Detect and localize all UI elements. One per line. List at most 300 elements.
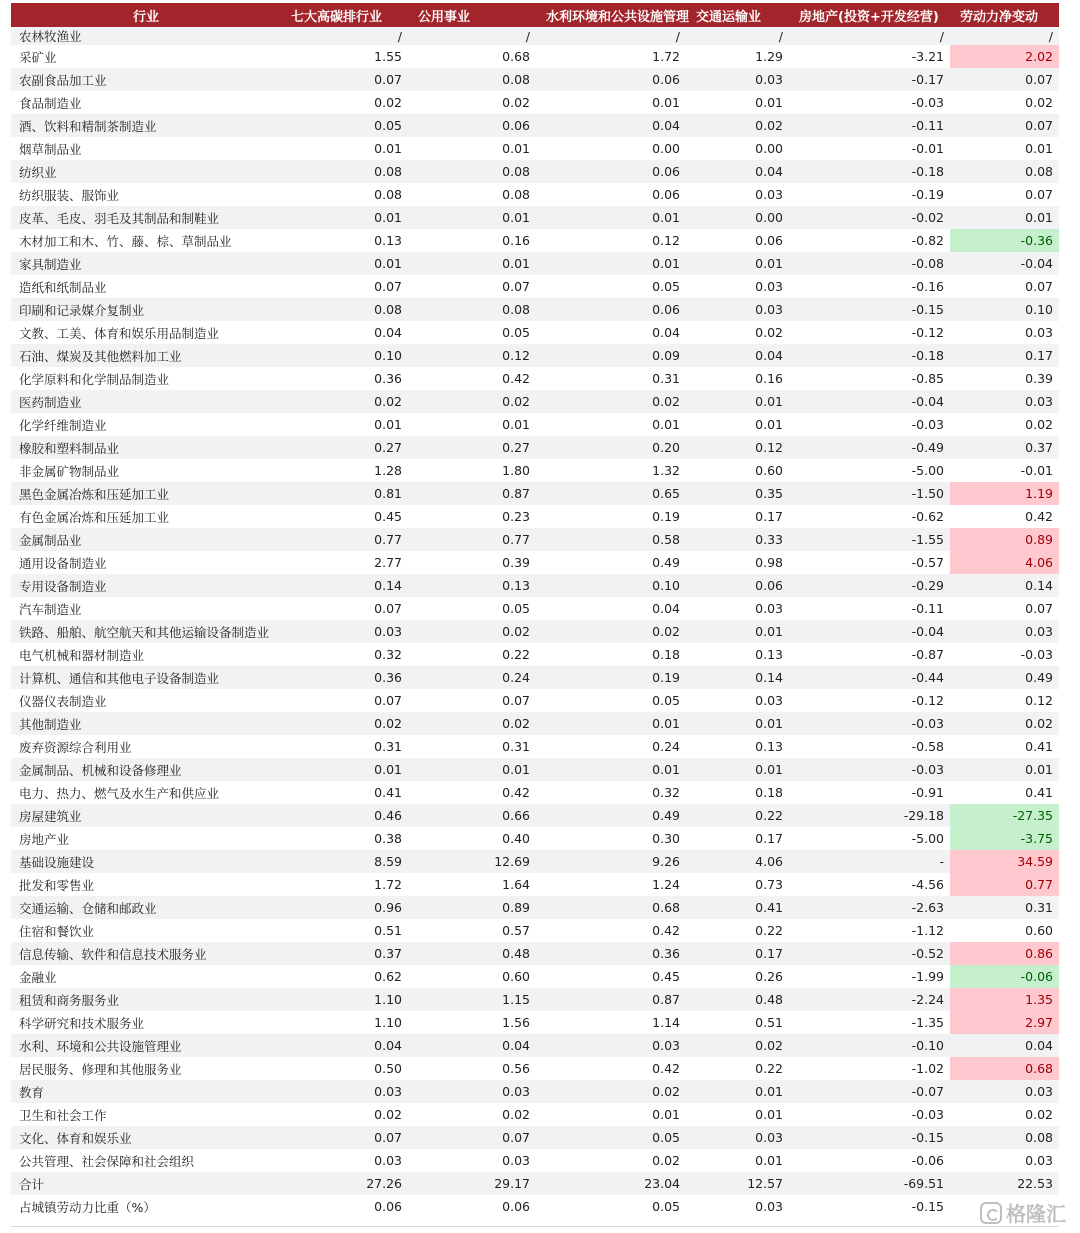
value-cell: -0.07 bbox=[789, 1080, 950, 1103]
value-cell: 29.17 bbox=[408, 1172, 536, 1195]
table-row bbox=[11, 505, 1059, 528]
value-cell: -0.57 bbox=[911, 555, 944, 570]
value-cell: -0.04 bbox=[789, 390, 950, 413]
value-cell: 0.01 bbox=[755, 417, 783, 432]
value-cell: 0.04 bbox=[950, 1034, 1059, 1057]
value-cell: 0.51 bbox=[374, 923, 402, 938]
value-cell: -0.03 bbox=[911, 417, 944, 432]
industry-name-cell: 金融业 bbox=[19, 969, 57, 985]
value-cell: 0.31 bbox=[652, 371, 680, 386]
value-cell: / bbox=[789, 27, 950, 45]
value-cell: -0.02 bbox=[789, 206, 950, 229]
value-cell: 2.77 bbox=[374, 555, 402, 570]
value-cell: 0.38 bbox=[374, 831, 402, 846]
value-cell: -0.18 bbox=[789, 160, 950, 183]
value-cell: -1.99 bbox=[911, 969, 944, 984]
table-row bbox=[11, 942, 1059, 965]
value-cell: 0.31 bbox=[950, 896, 1059, 919]
industry-name-cell: 卫生和社会工作 bbox=[19, 1107, 107, 1123]
value-cell: -0.62 bbox=[911, 509, 944, 524]
table-row bbox=[11, 436, 1059, 459]
table-row bbox=[11, 45, 1059, 68]
value-cell: 0.01 bbox=[536, 758, 686, 781]
value-cell: 0.06 bbox=[686, 574, 789, 597]
value-cell: -0.19 bbox=[911, 187, 944, 202]
value-cell: 0.04 bbox=[374, 325, 402, 340]
table-body bbox=[11, 27, 1059, 1218]
value-cell: 0.08 bbox=[281, 160, 408, 183]
value-cell: 0.01 bbox=[281, 758, 408, 781]
table-row bbox=[11, 1172, 1059, 1195]
industry-name-cell: 交通运输、仓储和邮政业 bbox=[11, 896, 281, 919]
value-cell: 0.14 bbox=[686, 666, 789, 689]
industry-name-cell: 计算机、通信和其他电子设备制造业 bbox=[11, 666, 281, 689]
value-cell: -4.56 bbox=[911, 877, 944, 892]
value-cell: -0.03 bbox=[1020, 647, 1053, 662]
value-cell: 0.20 bbox=[536, 436, 686, 459]
value-cell: -0.36 bbox=[950, 229, 1059, 252]
value-cell: / bbox=[950, 27, 1059, 45]
value-cell: 0.08 bbox=[950, 160, 1059, 183]
industry-name-cell: 木材加工和木、竹、藤、棕、草制品业 bbox=[19, 233, 232, 249]
value-cell: 0.08 bbox=[281, 298, 408, 321]
value-cell: 0.46 bbox=[281, 804, 408, 827]
value-cell: -0.16 bbox=[911, 279, 944, 294]
value-cell: 0.03 bbox=[950, 1080, 1059, 1103]
industry-name-cell: 造纸和纸制品业 bbox=[19, 279, 107, 295]
value-cell: 0.60 bbox=[1025, 923, 1053, 938]
industry-name-cell: 信息传输、软件和信息技术服务业 bbox=[11, 942, 281, 965]
table-row bbox=[11, 620, 1059, 643]
value-cell: 0.08 bbox=[502, 187, 530, 202]
value-cell: 0.68 bbox=[950, 1057, 1059, 1080]
value-cell: -0.12 bbox=[911, 693, 944, 708]
column-header: 公用事业 bbox=[408, 3, 536, 27]
value-cell: 0.01 bbox=[374, 417, 402, 432]
value-cell: 0.00 bbox=[652, 141, 680, 156]
column-header: 水利环境和公共设施管理 bbox=[536, 3, 686, 27]
value-cell: 0.45 bbox=[374, 509, 402, 524]
column-header: 劳动力净变动 bbox=[950, 3, 1059, 27]
industry-name-cell: 石油、煤炭及其他燃料加工业 bbox=[11, 344, 281, 367]
value-cell: 0.06 bbox=[502, 1199, 530, 1214]
value-cell: / bbox=[281, 27, 408, 45]
value-cell: 0.86 bbox=[950, 942, 1059, 965]
value-cell: 0.03 bbox=[502, 1153, 530, 1168]
value-cell: 0.03 bbox=[686, 68, 789, 91]
industry-name-cell: 占城镇劳动力比重（%） bbox=[19, 1199, 156, 1215]
value-cell: 0.87 bbox=[536, 988, 686, 1011]
value-cell: 1.72 bbox=[374, 877, 402, 892]
value-cell: 22.53 bbox=[950, 1172, 1059, 1195]
value-cell: 0.03 bbox=[536, 1034, 686, 1057]
value-cell: 0.48 bbox=[686, 988, 789, 1011]
value-cell: 0.03 bbox=[755, 601, 783, 616]
value-cell: 0.02 bbox=[652, 1153, 680, 1168]
value-cell: 0.04 bbox=[652, 325, 680, 340]
value-cell: -2.24 bbox=[789, 988, 950, 1011]
value-cell: 0.05 bbox=[652, 279, 680, 294]
value-cell: 0.51 bbox=[755, 1015, 783, 1030]
value-cell: -1.35 bbox=[911, 1015, 944, 1030]
table-row bbox=[11, 873, 1059, 896]
value-cell: 0.01 bbox=[502, 141, 530, 156]
value-cell: 0.01 bbox=[1025, 141, 1053, 156]
value-cell: 0.41 bbox=[686, 896, 789, 919]
value-cell: 0.26 bbox=[755, 969, 783, 984]
value-cell: 0.12 bbox=[408, 344, 536, 367]
value-cell: 0.04 bbox=[281, 1034, 408, 1057]
value-cell: -0.03 bbox=[789, 758, 950, 781]
value-cell: 0.01 bbox=[686, 1080, 789, 1103]
value-cell: 0.60 bbox=[502, 969, 530, 984]
value-cell: 0.02 bbox=[1025, 1107, 1053, 1122]
table-row bbox=[11, 1080, 1059, 1103]
value-cell: 0.18 bbox=[755, 785, 783, 800]
value-cell: -0.91 bbox=[911, 785, 944, 800]
value-cell: -0.44 bbox=[789, 666, 950, 689]
value-cell: 1.10 bbox=[281, 988, 408, 1011]
industry-name-cell: 皮革、毛皮、羽毛及其制品和制鞋业 bbox=[11, 206, 281, 229]
value-cell: 1.28 bbox=[374, 463, 402, 478]
value-cell: 27.26 bbox=[281, 1172, 408, 1195]
table-row bbox=[11, 666, 1059, 689]
value-cell: 0.77 bbox=[281, 528, 408, 551]
industry-name-cell: 文化、体育和娱乐业 bbox=[11, 1126, 281, 1149]
value-cell: 0.07 bbox=[374, 601, 402, 616]
value-cell: 0.07 bbox=[502, 693, 530, 708]
value-cell: 0.02 bbox=[374, 95, 402, 110]
value-cell: 0.17 bbox=[686, 942, 789, 965]
value-cell: -0.15 bbox=[911, 1199, 944, 1214]
industry-name-cell: 医药制造业 bbox=[11, 390, 281, 413]
value-cell: -0.01 bbox=[911, 141, 944, 156]
table-row bbox=[11, 804, 1059, 827]
value-cell: 0.24 bbox=[652, 739, 680, 754]
table-row bbox=[11, 551, 1059, 574]
industry-name-cell: 金属制品、机械和设备修理业 bbox=[11, 758, 281, 781]
value-cell: 0.57 bbox=[502, 923, 530, 938]
table-row bbox=[11, 1057, 1059, 1080]
industry-name-cell: 其他制造业 bbox=[11, 712, 281, 735]
table-row bbox=[11, 298, 1059, 321]
value-cell: - bbox=[789, 850, 950, 873]
industry-name-cell: 教育 bbox=[11, 1080, 281, 1103]
value-cell: 0.01 bbox=[652, 1107, 680, 1122]
value-cell: -2.63 bbox=[789, 896, 950, 919]
value-cell: 8.59 bbox=[281, 850, 408, 873]
value-cell: 0.01 bbox=[686, 712, 789, 735]
table-row bbox=[11, 367, 1059, 390]
value-cell: 0.04 bbox=[686, 160, 789, 183]
value-cell: 0.19 bbox=[536, 666, 686, 689]
value-cell: / bbox=[536, 27, 686, 45]
value-cell: 1.32 bbox=[652, 463, 680, 478]
value-cell: -0.29 bbox=[789, 574, 950, 597]
industry-name-cell: 印刷和记录媒介复制业 bbox=[11, 298, 281, 321]
value-cell: 4.06 bbox=[686, 850, 789, 873]
industry-name-cell: 房地产业 bbox=[19, 831, 70, 847]
value-cell: 0.03 bbox=[281, 1080, 408, 1103]
value-cell: 0.13 bbox=[755, 647, 783, 662]
value-cell: 0.66 bbox=[408, 804, 536, 827]
value-cell: 0.39 bbox=[502, 555, 530, 570]
industry-name-cell: 黑色金属冶炼和压延加工业 bbox=[11, 482, 281, 505]
industry-name-cell: 化学原料和化学制品制造业 bbox=[19, 371, 170, 387]
value-cell: 1.10 bbox=[374, 1015, 402, 1030]
value-cell: -0.49 bbox=[789, 436, 950, 459]
value-cell: 0.05 bbox=[281, 114, 408, 137]
value-cell: -5.00 bbox=[911, 463, 944, 478]
value-cell: 0.02 bbox=[686, 114, 789, 137]
value-cell: 0.06 bbox=[536, 160, 686, 183]
table-row bbox=[11, 1034, 1059, 1057]
table-row bbox=[11, 643, 1059, 666]
value-cell: 0.10 bbox=[950, 298, 1059, 321]
value-cell: -3.21 bbox=[911, 49, 944, 64]
value-cell: 0.73 bbox=[755, 877, 783, 892]
table-row bbox=[11, 321, 1059, 344]
value-cell: 0.02 bbox=[502, 1107, 530, 1122]
value-cell: 0.77 bbox=[408, 528, 536, 551]
table-row bbox=[11, 229, 1059, 252]
value-cell: 0.04 bbox=[686, 344, 789, 367]
value-cell: 0.01 bbox=[755, 95, 783, 110]
table-row bbox=[11, 252, 1059, 275]
value-cell: 0.01 bbox=[536, 206, 686, 229]
value-cell: 0.03 bbox=[1025, 1153, 1053, 1168]
value-cell: 0.48 bbox=[408, 942, 536, 965]
value-cell: 0.01 bbox=[686, 390, 789, 413]
value-cell: 12.69 bbox=[408, 850, 536, 873]
value-cell: 0.03 bbox=[755, 1199, 783, 1214]
value-cell: 0.03 bbox=[374, 1153, 402, 1168]
value-cell: 0.65 bbox=[536, 482, 686, 505]
column-header: 交通运输业 bbox=[686, 3, 789, 27]
value-cell: -0.06 bbox=[911, 1153, 944, 1168]
value-cell: 0.27 bbox=[281, 436, 408, 459]
value-cell: 0.08 bbox=[408, 68, 536, 91]
value-cell: 0.01 bbox=[536, 252, 686, 275]
value-cell: -0.85 bbox=[911, 371, 944, 386]
value-cell: 0.00 bbox=[686, 206, 789, 229]
value-cell: 0.05 bbox=[502, 325, 530, 340]
table-row bbox=[11, 1195, 1059, 1218]
value-cell: 0.27 bbox=[408, 436, 536, 459]
value-cell: 0.02 bbox=[374, 1107, 402, 1122]
value-cell: 0.04 bbox=[536, 114, 686, 137]
value-cell: 1.64 bbox=[502, 877, 530, 892]
industry-name-cell: 采矿业 bbox=[19, 49, 57, 65]
value-cell: 1.14 bbox=[652, 1015, 680, 1030]
table-row bbox=[11, 459, 1059, 482]
industry-name-cell: 纺织服装、服饰业 bbox=[19, 187, 120, 203]
value-cell: 0.32 bbox=[652, 785, 680, 800]
value-cell: 0.01 bbox=[686, 758, 789, 781]
value-cell: 0.16 bbox=[502, 233, 530, 248]
table-row bbox=[11, 597, 1059, 620]
value-cell: 0.01 bbox=[281, 206, 408, 229]
value-cell: 0.03 bbox=[408, 1080, 536, 1103]
value-cell: 0.08 bbox=[950, 1126, 1059, 1149]
value-cell: / bbox=[408, 27, 536, 45]
table-row bbox=[11, 91, 1059, 114]
industry-name-cell: 电力、热力、燃气及水生产和供应业 bbox=[19, 785, 220, 801]
value-cell: 0.02 bbox=[755, 325, 783, 340]
value-cell: 0.02 bbox=[281, 712, 408, 735]
column-header: 行业 bbox=[11, 3, 281, 27]
table-row bbox=[11, 896, 1059, 919]
value-cell: -0.03 bbox=[911, 95, 944, 110]
value-cell: -0.04 bbox=[950, 252, 1059, 275]
industry-name-cell: 通用设备制造业 bbox=[19, 555, 107, 571]
value-cell: 0.49 bbox=[950, 666, 1059, 689]
industry-name-cell: 酒、饮料和精制茶制造业 bbox=[11, 114, 281, 137]
value-cell: 0.07 bbox=[374, 693, 402, 708]
value-cell: 0.07 bbox=[950, 114, 1059, 137]
value-cell: 0.03 bbox=[755, 279, 783, 294]
value-cell: 0.16 bbox=[755, 371, 783, 386]
table-row bbox=[11, 275, 1059, 298]
value-cell: 0.18 bbox=[652, 647, 680, 662]
value-cell: 0.01 bbox=[408, 252, 536, 275]
value-cell: 0.10 bbox=[536, 574, 686, 597]
table-row bbox=[11, 528, 1059, 551]
value-cell: 0.13 bbox=[408, 574, 536, 597]
table-row bbox=[11, 988, 1059, 1011]
value-cell: 0.05 bbox=[652, 693, 680, 708]
value-cell: 0.68 bbox=[502, 49, 530, 64]
value-cell: 0.01 bbox=[281, 252, 408, 275]
value-cell: 0.02 bbox=[950, 712, 1059, 735]
value-cell: 0.08 bbox=[408, 160, 536, 183]
table-row bbox=[11, 1011, 1059, 1034]
industry-name-cell: 公共管理、社会保障和社会组织 bbox=[19, 1153, 195, 1169]
value-cell: 0.45 bbox=[652, 969, 680, 984]
value-cell: 9.26 bbox=[536, 850, 686, 873]
value-cell: 0.06 bbox=[536, 68, 686, 91]
value-cell: 0.41 bbox=[1025, 785, 1053, 800]
table-row bbox=[11, 735, 1059, 758]
industry-name-cell: 仪器仪表制造业 bbox=[19, 693, 107, 709]
value-cell: 1.29 bbox=[755, 49, 783, 64]
value-cell: 1.56 bbox=[502, 1015, 530, 1030]
value-cell: 0.96 bbox=[281, 896, 408, 919]
value-cell: 0.09 bbox=[536, 344, 686, 367]
table-row bbox=[11, 689, 1059, 712]
value-cell: -1.02 bbox=[911, 1061, 944, 1076]
value-cell: -29.18 bbox=[789, 804, 950, 827]
table-row bbox=[11, 160, 1059, 183]
value-cell: 0.01 bbox=[950, 206, 1059, 229]
value-cell: 34.59 bbox=[950, 850, 1059, 873]
value-cell: 1.72 bbox=[652, 49, 680, 64]
industry-name-cell: 租赁和商务服务业 bbox=[11, 988, 281, 1011]
value-cell: -0.82 bbox=[911, 233, 944, 248]
value-cell: -0.52 bbox=[789, 942, 950, 965]
value-cell: 0.49 bbox=[652, 555, 680, 570]
value-cell: 0.37 bbox=[281, 942, 408, 965]
table-row bbox=[11, 344, 1059, 367]
value-cell: 0.01 bbox=[652, 95, 680, 110]
table-row bbox=[11, 114, 1059, 137]
value-cell: -0.06 bbox=[950, 965, 1059, 988]
value-cell: 0.36 bbox=[536, 942, 686, 965]
industry-name-cell: 纺织业 bbox=[11, 160, 281, 183]
value-cell: 2.02 bbox=[950, 45, 1059, 68]
value-cell: -0.10 bbox=[789, 1034, 950, 1057]
table-row bbox=[11, 206, 1059, 229]
value-cell: 0.22 bbox=[502, 647, 530, 662]
value-cell: -0.11 bbox=[911, 601, 944, 616]
value-cell: 0.12 bbox=[1025, 693, 1053, 708]
value-cell: 0.07 bbox=[502, 279, 530, 294]
value-cell: 0.01 bbox=[536, 712, 686, 735]
watermark bbox=[980, 1198, 1066, 1227]
value-cell: 0.01 bbox=[408, 758, 536, 781]
value-cell: 0.00 bbox=[755, 141, 783, 156]
column-header: 房地产(投资+开发经营) bbox=[789, 3, 950, 27]
table-row bbox=[11, 827, 1059, 850]
value-cell: 0.42 bbox=[652, 1061, 680, 1076]
value-cell: 0.56 bbox=[502, 1061, 530, 1076]
value-cell: 0.01 bbox=[686, 620, 789, 643]
industry-name-cell: 汽车制造业 bbox=[19, 601, 82, 617]
value-cell: 0.01 bbox=[374, 141, 402, 156]
value-cell: 0.17 bbox=[950, 344, 1059, 367]
value-cell: 0.33 bbox=[686, 528, 789, 551]
value-cell: 1.19 bbox=[950, 482, 1059, 505]
value-cell: 0.03 bbox=[686, 1126, 789, 1149]
value-cell: 0.42 bbox=[652, 923, 680, 938]
value-cell: 0.10 bbox=[281, 344, 408, 367]
value-cell: 0.03 bbox=[755, 693, 783, 708]
industry-name-cell: 科学研究和技术服务业 bbox=[19, 1015, 145, 1031]
value-cell: 0.01 bbox=[755, 1153, 783, 1168]
industry-name-cell: 家具制造业 bbox=[11, 252, 281, 275]
industry-name-cell: 专用设备制造业 bbox=[11, 574, 281, 597]
value-cell: 0.02 bbox=[408, 390, 536, 413]
value-cell: 1.55 bbox=[374, 49, 402, 64]
value-cell: 0.42 bbox=[502, 371, 530, 386]
header-row bbox=[11, 3, 1059, 27]
value-cell: -0.18 bbox=[789, 344, 950, 367]
value-cell: 1.35 bbox=[950, 988, 1059, 1011]
value-cell: 0.02 bbox=[281, 390, 408, 413]
table-row bbox=[11, 1103, 1059, 1126]
value-cell: 0.02 bbox=[536, 1080, 686, 1103]
value-cell: 0.17 bbox=[755, 831, 783, 846]
value-cell: 0.05 bbox=[652, 1199, 680, 1214]
industry-name-cell: 食品制造业 bbox=[19, 95, 82, 111]
value-cell: 0.06 bbox=[755, 233, 783, 248]
value-cell: 0.02 bbox=[502, 95, 530, 110]
value-cell: 0.07 bbox=[1025, 187, 1053, 202]
value-cell: 0.17 bbox=[755, 509, 783, 524]
industry-name-cell: 基础设施建设 bbox=[11, 850, 281, 873]
value-cell: 0.07 bbox=[1025, 601, 1053, 616]
value-cell: 0.07 bbox=[1025, 279, 1053, 294]
value-cell: 0.39 bbox=[1025, 371, 1053, 386]
value-cell: 0.06 bbox=[408, 114, 536, 137]
value-cell: / bbox=[686, 27, 789, 45]
value-cell: 0.03 bbox=[1025, 325, 1053, 340]
industry-name-cell: 非金属矿物制品业 bbox=[19, 463, 120, 479]
value-cell: 0.03 bbox=[281, 620, 408, 643]
value-cell: 0.41 bbox=[374, 785, 402, 800]
table-row bbox=[11, 574, 1059, 597]
value-cell: 0.32 bbox=[374, 647, 402, 662]
